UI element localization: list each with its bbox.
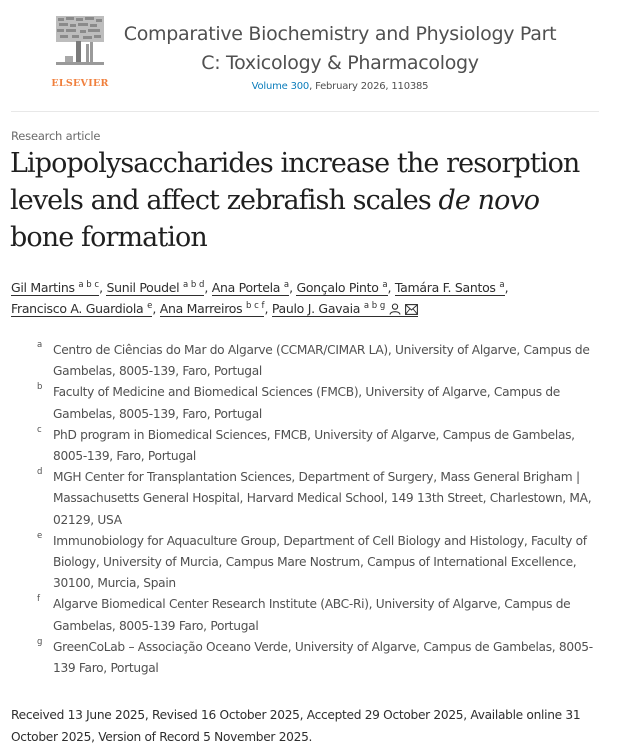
- affiliation-label: a: [37, 340, 42, 350]
- journal-title[interactable]: [120, 20, 560, 78]
- author-affiliation-refs: a: [499, 280, 505, 290]
- author-link[interactable]: [296, 280, 387, 296]
- affiliation-item: [37, 340, 607, 382]
- author-link[interactable]: [11, 301, 152, 317]
- author-name: Francisco A. Guardiola: [11, 301, 144, 316]
- journal-title-line1: Comparative Biochemistry and Physiology Part: [123, 23, 557, 45]
- author-name: Tamára F. Santos: [394, 280, 496, 295]
- author-separator: ,: [289, 280, 297, 295]
- author-separator: ,: [387, 280, 395, 295]
- affiliation-item: [37, 594, 607, 636]
- affiliation-text: MGH Center for Transplantation Sciences, Department of Surgery, Mass General Brigham | Massachusetts General Hospital, Harvard Medical School, 149 13th Street, Charlestown, MA, 02129, USA: [53, 470, 592, 527]
- author-affiliation-refs: a: [283, 280, 290, 290]
- author-affiliation-refs: b c f: [246, 301, 265, 311]
- author-link[interactable]: [160, 301, 265, 317]
- journal-header: [0, 0, 620, 104]
- affiliation-label: d: [37, 467, 43, 478]
- elsevier-tree-logo-icon: [50, 14, 110, 74]
- author-link[interactable]: [11, 280, 99, 296]
- affiliation-item: [37, 531, 607, 595]
- author-link[interactable]: [212, 280, 289, 296]
- author-name: Gonçalo Pinto: [296, 280, 379, 295]
- author-affiliation-refs: a b d: [182, 280, 205, 290]
- author-name: Sunil Poudel: [106, 280, 180, 295]
- affiliation-text: Faculty of Medicine and Biomedical Sciences (FMCB), University of Algarve, Campus de Gambelas, 8005-139, Faro, Portugal: [53, 385, 560, 421]
- publication-history: Received 13 June 2025, Revised 16 October 2025, Accepted 29 October 2025, Available online 31 October 2025, Version of Record 5 November 2025.: [11, 708, 581, 744]
- author-separator: ,: [99, 280, 107, 295]
- affiliation-item: [37, 425, 607, 467]
- author-separator: ,: [152, 301, 160, 316]
- affiliation-label: g: [37, 636, 43, 647]
- affiliation-list: [37, 340, 607, 679]
- header-divider: [11, 111, 599, 112]
- volume-link[interactable]: Volume 300: [251, 81, 310, 92]
- affiliation-text: Immunobiology for Aquaculture Group, Department of Cell Biology and Histology, Faculty of Biology, University of Murcia, Campus Mare Nostrum, Campus of International Excellence, 30100, Murcia, Spain: [53, 533, 587, 591]
- author-link[interactable]: [106, 280, 204, 296]
- author-separator: ,: [264, 301, 272, 316]
- affiliation-text: PhD program in Biomedical Sciences, FMCB, University of Algarve, Campus de Gambelas, 8005-139, Faro, Portugal: [53, 427, 575, 464]
- author-affiliation-refs: e: [147, 301, 153, 311]
- journal-title-line2: C: Toxicology & Pharmacology: [201, 52, 479, 74]
- publisher-logo[interactable]: [50, 14, 110, 89]
- affiliation-item: [37, 382, 607, 424]
- author-link-corresponding[interactable]: [272, 301, 418, 317]
- issue-info: [120, 81, 560, 92]
- author-name: Paulo J. Gavaia: [271, 301, 361, 316]
- article-title: [10, 145, 610, 256]
- affiliation-item: [37, 637, 607, 679]
- affiliation-label: e: [37, 530, 42, 541]
- title-text-part1: Lipopolysaccharides increase the resorption levels and affect zebrafish scales: [10, 148, 580, 216]
- affiliation-text: Algarve Biomedical Center Research Institute (ABC-Ri), University of Algarve, Campus de Gambelas, 8005-139 Faro, Portugal: [53, 597, 571, 633]
- title-text-part2: bone formation: [10, 222, 207, 253]
- title-italic-term: de novo: [438, 185, 540, 216]
- article-type-label: Research article: [11, 129, 101, 143]
- affiliation-label: b: [37, 382, 43, 393]
- affiliation-text: Centro de Ciências do Mar do Algarve (CCMAR/CIMAR LA), University of Algarve, Campus de Gambelas, 8005-139, Faro, Portugal: [53, 343, 590, 379]
- author-affiliation-refs: a b c: [78, 280, 100, 290]
- affiliation-label: f: [37, 594, 40, 605]
- affiliation-text: GreenCoLab – Associação Oceano Verde, University of Algarve, Campus de Gambelas, 8005-139 Faro, Portugal: [53, 639, 593, 676]
- author-affiliation-refs: a: [382, 280, 388, 290]
- author-list: [11, 277, 611, 321]
- author-name: Ana Portela: [211, 280, 281, 295]
- author-name: Ana Marreiros: [159, 301, 243, 316]
- envelope-icon: [405, 300, 418, 321]
- publisher-name: ELSEVIER: [51, 78, 109, 89]
- author-name: Gil Martins: [11, 280, 75, 295]
- issue-details: , February 2026, 110385: [309, 81, 429, 92]
- author-affiliation-refs: a b g: [363, 301, 386, 311]
- author-separator: ,: [204, 280, 212, 295]
- author-link[interactable]: [395, 280, 505, 296]
- author-separator: ,: [504, 280, 509, 295]
- affiliation-label: c: [37, 424, 42, 435]
- person-icon: [389, 300, 401, 321]
- affiliation-item: [37, 467, 607, 531]
